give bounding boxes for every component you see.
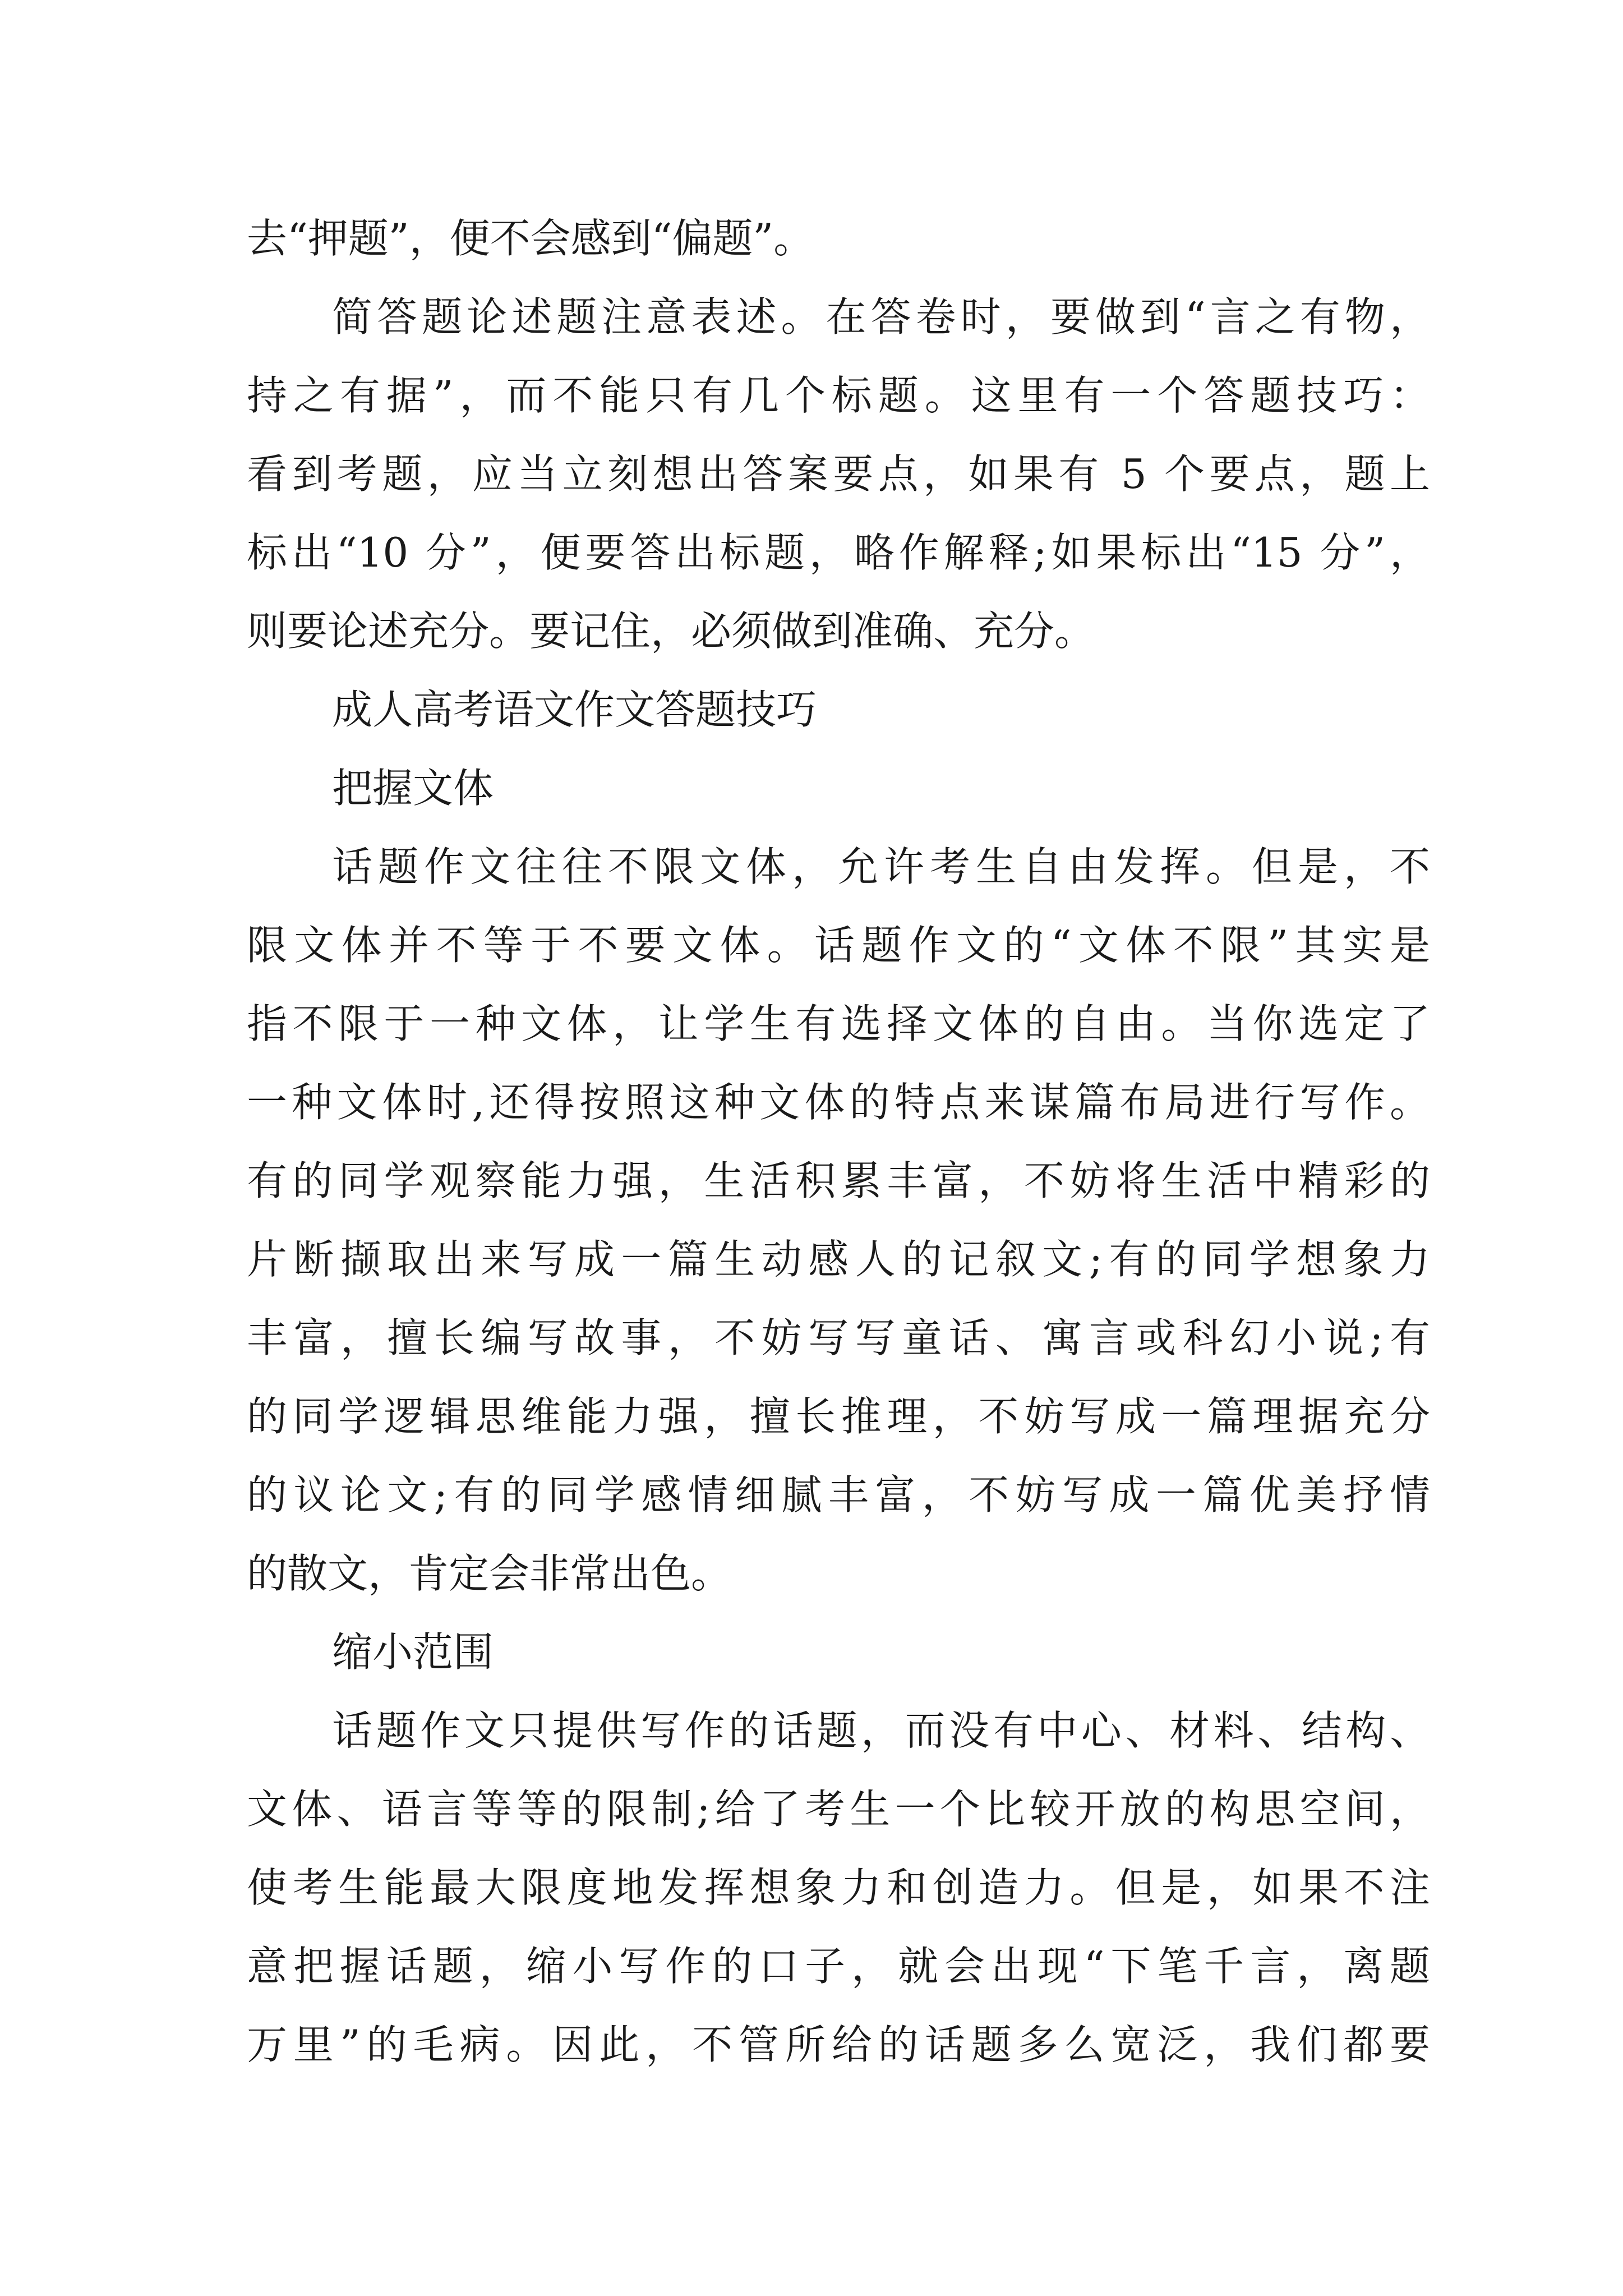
text-line: 丰富，擅长编写故事，不妨写写童话、寓言或科幻小说;有 (247, 1314, 1430, 1361)
text-line: 标出“10 分”，便要答出标题，略作解释;如果标出“15 分”， (247, 529, 1430, 576)
text-line: 简答题论述题注意表述。在答卷时，要做到“言之有物， (332, 293, 1430, 341)
text-line: 文体、语言等等的限制;给了考生一个比较开放的构思空间， (247, 1786, 1430, 1833)
sub-heading: 把握文体 (332, 765, 494, 812)
text-line: 万里”的毛病。因此，不管所给的话题多么宽泛，我们都要 (247, 2021, 1430, 2068)
text-line: 限文体并不等于不要文体。话题作文的“文体不限”其实是 (247, 922, 1430, 969)
text-line: 一种文体时,还得按照这种文体的特点来谋篇布局进行写作。 (247, 1079, 1430, 1126)
text-line: 片断撷取出来写成一篇生动感人的记叙文;有的同学想象力 (247, 1236, 1430, 1283)
text-line: 持之有据”，而不能只有几个标题。这里有一个答题技巧： (247, 372, 1430, 419)
text-line: 使考生能最大限度地发挥想象力和创造力。但是，如果不注 (247, 1864, 1430, 1911)
text-line: 意把握话题，缩小写作的口子，就会出现“下笔千言，离题 (247, 1943, 1430, 1990)
text-line: 则要论述充分。要记住，必须做到准确、充分。 (247, 608, 1095, 655)
text-line: 的议论文;有的同学感情细腻丰富，不妨写成一篇优美抒情 (247, 1471, 1430, 1519)
text-line: 指不限于一种文体，让学生有选择文体的自由。当你选定了 (247, 1000, 1430, 1047)
sub-heading: 缩小范围 (332, 1628, 494, 1676)
text-line: 去“押题”，便不会感到“偏题”。 (247, 215, 814, 262)
text-line: 话题作文只提供写作的话题，而没有中心、材料、结构、 (332, 1707, 1430, 1754)
text-line: 看到考题，应当立刻想出答案要点，如果有 5 个要点，题上 (247, 450, 1430, 498)
text-line: 的散文，肯定会非常出色。 (247, 1550, 732, 1597)
text-line: 话题作文往往不限文体，允许考生自由发挥。但是，不 (332, 843, 1430, 890)
text-line: 有的同学观察能力强，生活积累丰富，不妨将生活中精彩的 (247, 1157, 1430, 1204)
text-line: 的同学逻辑思维能力强，擅长推理，不妨写成一篇理据充分 (247, 1393, 1430, 1440)
section-heading: 成人高考语文作文答题技巧 (332, 686, 817, 733)
